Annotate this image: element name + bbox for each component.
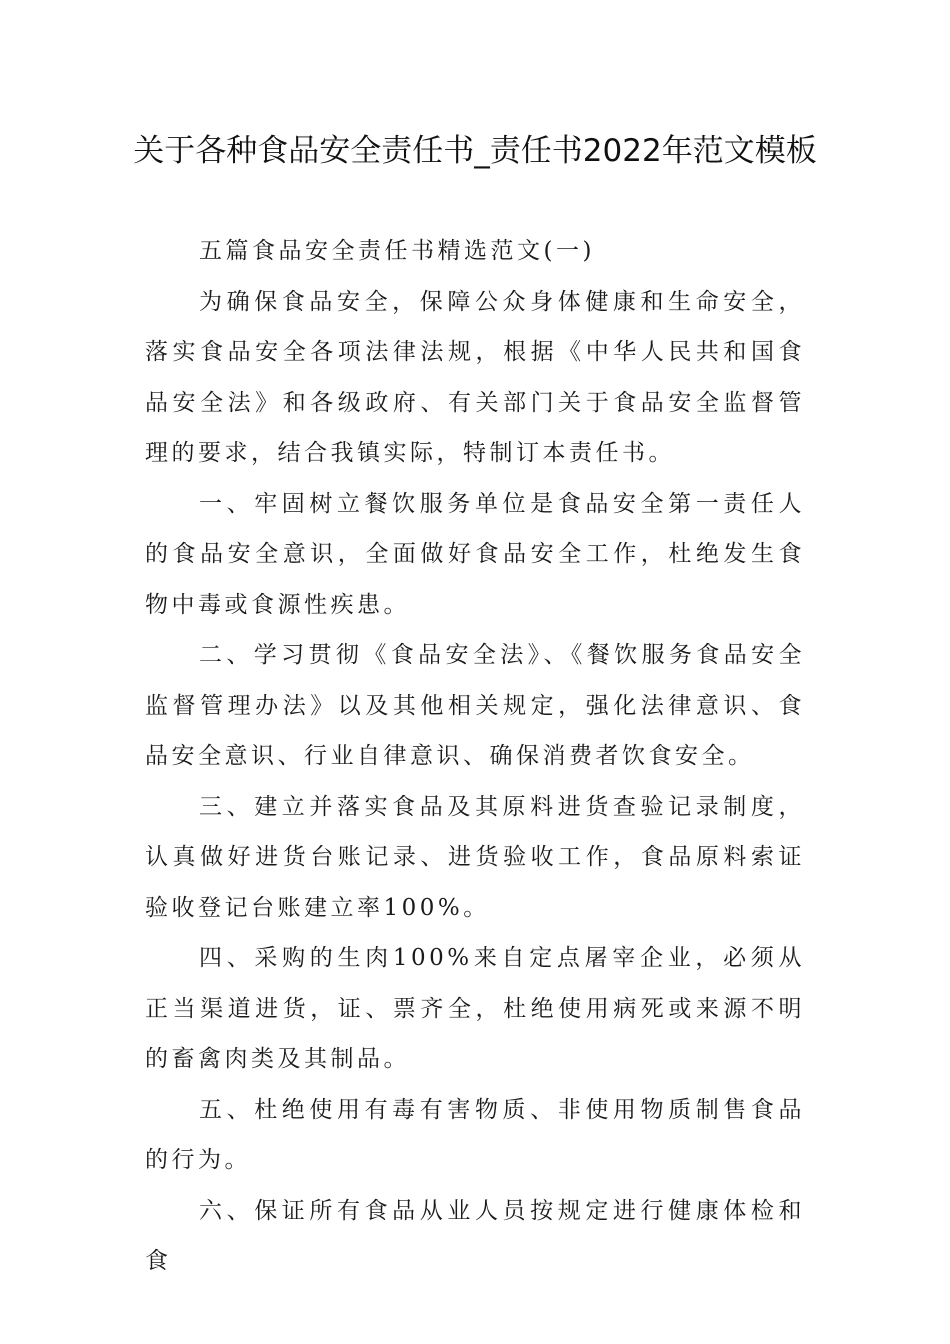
paragraph-subtitle: 五篇食品安全责任书精选范文(一) (199, 238, 595, 264)
paragraph-item-2: 二、学习贯彻《食品安全法》、《餐饮服务食品安全监督管理办法》以及其他相关规定，强化法律意识、食品安全意识、行业自律意识、确保消费者饮食安全。 (145, 642, 805, 769)
paragraph-intro: 为确保食品安全，保障公众身体健康和生命安全，落实食品安全各项法律法规，根据《中华人民共和国食品安全法》和各级政府、有关部门关于食品安全监督管理的要求，结合我镇实际，特制订本责任书。 (145, 288, 805, 466)
paragraph-item-4: 四、采购的生肉100%来自定点屠宰企业，必须从正当渠道进货，证、票齐全，杜绝使用病死或来源不明的畜禽肉类及其制品。 (145, 945, 805, 1072)
paragraph-item-1: 一、牢固树立餐饮服务单位是食品安全第一责任人的食品安全意识，全面做好食品安全工作，杜绝发生食物中毒或食源性疾患。 (145, 490, 805, 618)
paragraph-item-6: 六、保证所有食品从业人员按规定进行健康体检和食 (145, 1197, 805, 1274)
paragraph-item-3: 三、建立并落实食品及其原料进货查验记录制度，认真做好进货台账记录、进货验收工作，食品原料索证验收登记台账建立率100%。 (145, 793, 805, 921)
paragraph-item-5: 五、杜绝使用有毒有害物质、非使用物质制售食品的行为。 (145, 1096, 805, 1173)
document-title: 关于各种食品安全责任书_责任书2022年范文模板 (133, 133, 817, 169)
document-body (145, 226, 805, 1287)
